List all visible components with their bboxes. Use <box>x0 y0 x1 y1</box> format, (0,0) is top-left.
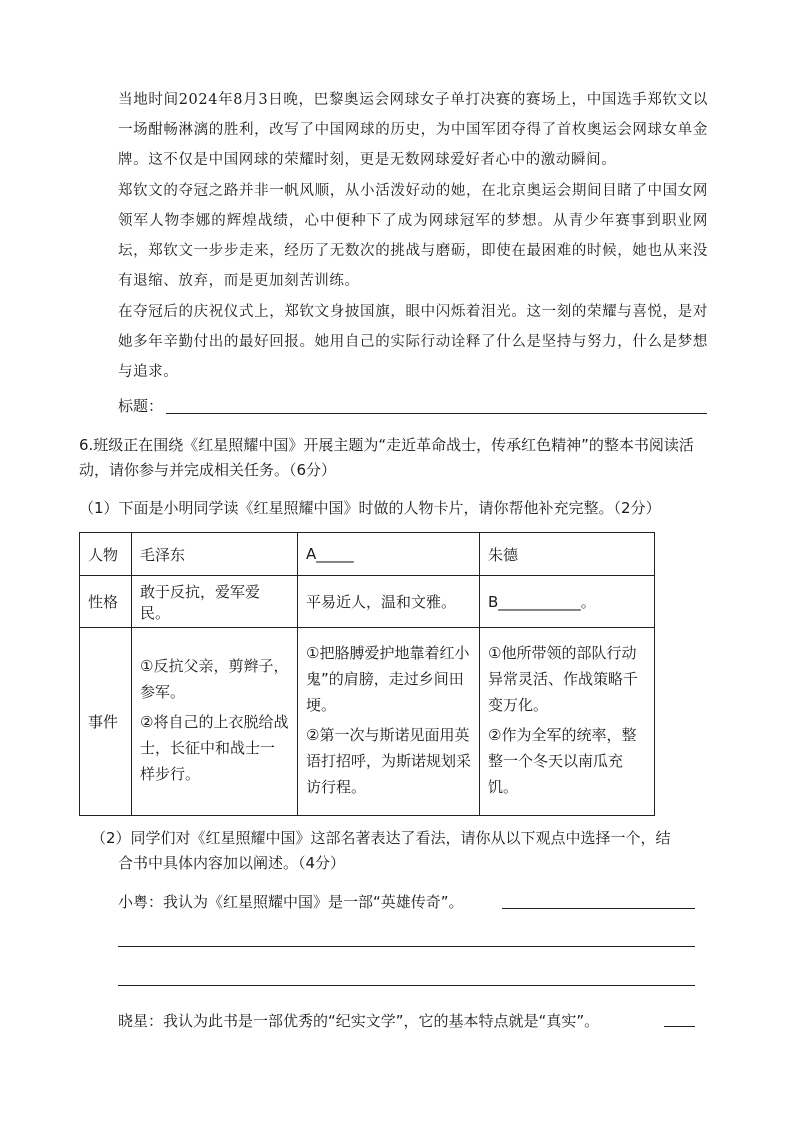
trait-b-blank[interactable]: B___________。 <box>480 576 655 628</box>
passage-paragraph-2: 郑钦文的夺冠之路并非一帆风顺，从小活泼好动的她，在北京奥运会期间目睹了中国女网领军人物李娜的辉煌战绩，心中便种下了成为网球冠军的梦想。从青少年赛事到职业网坛，郑钦文一步步走来，经历了无数次的挑战与磨砺，即使在最困难的时候，她也从来没有退缩、放弃，而是更加刻苦训练。 <box>118 183 708 289</box>
event-item: ②将自己的上衣脱给战士，长征中和战士一样步行。 <box>140 712 289 783</box>
xiaoyue-answer-blank-3[interactable] <box>118 985 695 986</box>
passage-paragraph-3: 在夺冠后的庆祝仪式上，郑钦文身披国旗，眼中闪烁着泪光。这一刻的荣耀与喜悦，是对她多年辛勤付出的最好回报。她用自己的实际行动诠释了什么是坚持与努力，什么是梦想与追求。 <box>118 304 708 380</box>
trait-mao: 敢于反抗，爱军爱民。 <box>132 576 298 628</box>
header-person: 人物 <box>80 533 132 576</box>
title-label: 标题： <box>118 397 164 415</box>
header-trait: 性格 <box>80 576 132 628</box>
xiaoyue-answer-blank-1[interactable] <box>502 908 695 909</box>
title-answer-blank[interactable] <box>166 413 707 414</box>
passage-paragraph-1: 当地时间2024年8月3日晚，巴黎奥运会网球女子单打决赛的赛场上，中国选手郑钦文以一场酣畅淋漓的胜利，改写了中国网球的历史，为中国军团夺得了首枚奥运会网球女单金牌。这不仅是中国网球的荣耀时刻，更是无数网球爱好者心中的激动瞬间。 <box>118 92 708 168</box>
header-events: 事件 <box>80 628 132 816</box>
person-mao: 毛泽东 <box>132 533 298 576</box>
event-item: ①他所带领的部队行动异常灵活、作战策略千变万化。 <box>488 643 639 714</box>
event-item: ①反抗父亲，剪辫子，参军。 <box>140 656 289 701</box>
question-6-part-1: （1）下面是小明同学读《红星照耀中国》时做的人物卡片，请你帮他补充完整。（2分） <box>79 499 661 517</box>
question-6-part-2-line-1: （2）同学们对《红星照耀中国》这部名著表达了看法，请你从以下观点中选择一个，结 <box>91 829 671 847</box>
title-answer-row <box>118 395 163 416</box>
event-item: ②作为全军的统率，整整一个冬天以南瓜充饥。 <box>488 725 637 796</box>
events-zhude <box>480 628 655 816</box>
events-mao <box>132 628 298 816</box>
events-a <box>298 628 480 816</box>
xiaoyue-answer-blank-2[interactable] <box>118 946 695 947</box>
question-6-stem: 6.班级正在围绕《红星照耀中国》开展主题为“走近革命战士，传承红色精神”的整本书阅读活动，请你参与并完成相关任务。（6分） <box>79 436 694 479</box>
xiaoxing-answer-blank[interactable] <box>664 1026 695 1027</box>
person-zhude: 朱德 <box>480 533 655 576</box>
question-6-part-2-line-2: 合书中具体内容加以阐述。（4分） <box>118 854 346 872</box>
xiaoxing-opinion: 晓星：我认为此书是一部优秀的“纪实文学”，它的基本特点就是“真实”。 <box>118 1012 600 1030</box>
event-item: ②第一次与斯诺见面用英语打招呼，为斯诺规划采访行程。 <box>306 725 472 796</box>
character-card-table <box>79 532 655 816</box>
event-item: ①把胳膊爱护地靠着红小鬼”的肩膀，走过乡间田埂。 <box>306 643 470 714</box>
person-a-blank[interactable]: A_____ <box>298 533 480 576</box>
xiaoyue-opinion: 小粤：我认为《红星照耀中国》是一部“英雄传奇”。 <box>118 893 464 911</box>
trait-a: 平易近人，温和文雅。 <box>298 576 480 628</box>
